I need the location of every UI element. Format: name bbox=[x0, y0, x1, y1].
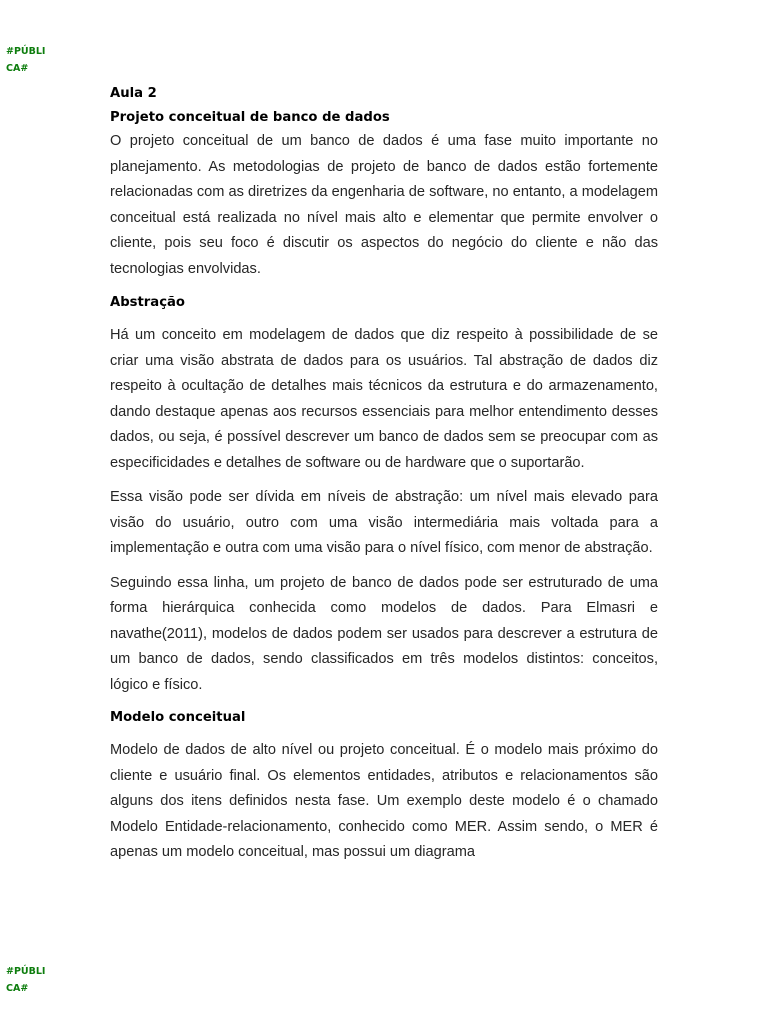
intro-paragraph: O projeto conceitual de um banco de dados é uma fase muito importante no planejamento. As metodologias de projeto de banco de dados estão fortemente relacionadas com as diretrizes da engenharia de software, no entanto, a modelagem conceitual está realizada no nível mais alto e elementar que permite envolver o cliente, pois seu foco é discutir os aspectos do negócio do cliente e não das tecnologias envolvidas. bbox=[110, 133, 658, 277]
classification-marker-bottom bbox=[6, 963, 46, 997]
marker-line: CA# bbox=[6, 983, 29, 994]
marker-line: #PÚBLI bbox=[6, 46, 46, 57]
section-heading-modelo-conceitual: Modelo conceitual bbox=[110, 710, 246, 725]
modelo-conceitual-paragraph-1: Modelo de dados de alto nível ou projeto conceitual. É o modelo mais próximo do cliente e usuário final. Os elementos entidades, atributos e relacionamentos são alguns dos itens definidos nesta fase. Um exemplo deste modelo é o chamado Modelo Entidade-relacionamento, conhecido como MER. Assim sendo, o MER é apenas um modelo conceitual, mas possui um diagrama bbox=[110, 742, 658, 860]
marker-line: #PÚBLI bbox=[6, 966, 46, 977]
abstracao-paragraph-1: Há um conceito em modelagem de dados que diz respeito à possibilidade de se criar uma visão abstrata de dados para os usuários. Tal abstração de dados diz respeito à ocultação de detalhes mais técnicos da estrutura e do armazenamento, dando destaque apenas aos recursos essenciais para melhor entendimento desses dados, ou seja, é possível descrever um banco de dados sem se preocupar com as especificidades e detalhes de software ou de hardware que o suportarão. bbox=[110, 327, 658, 471]
abstracao-paragraph-3: Seguindo essa linha, um projeto de banco de dados pode ser estruturado de uma forma hierárquica conhecida como modelos de dados. Para Elmasri e navathe(2011), modelos de dados podem ser usados para descrever a estrutura de um banco de dados, sendo classificados em três modelos distintos: conceitos, lógico e físico. bbox=[110, 574, 658, 693]
document-title: Projeto conceitual de banco de dados bbox=[110, 110, 390, 125]
abstracao-paragraph-2: Essa visão pode ser dívida em níveis de abstração: um nível mais elevado para visão do usuário, outro com uma visão intermediária mais voltada para a implementação e outra com uma visão para o nível físico, com menor de abstração. bbox=[110, 489, 658, 556]
lesson-number: Aula 2 bbox=[110, 86, 157, 101]
classification-marker-top bbox=[6, 43, 46, 77]
marker-line: CA# bbox=[6, 63, 29, 74]
section-heading-abstracao: Abstração bbox=[110, 295, 185, 310]
document-body bbox=[110, 84, 658, 866]
